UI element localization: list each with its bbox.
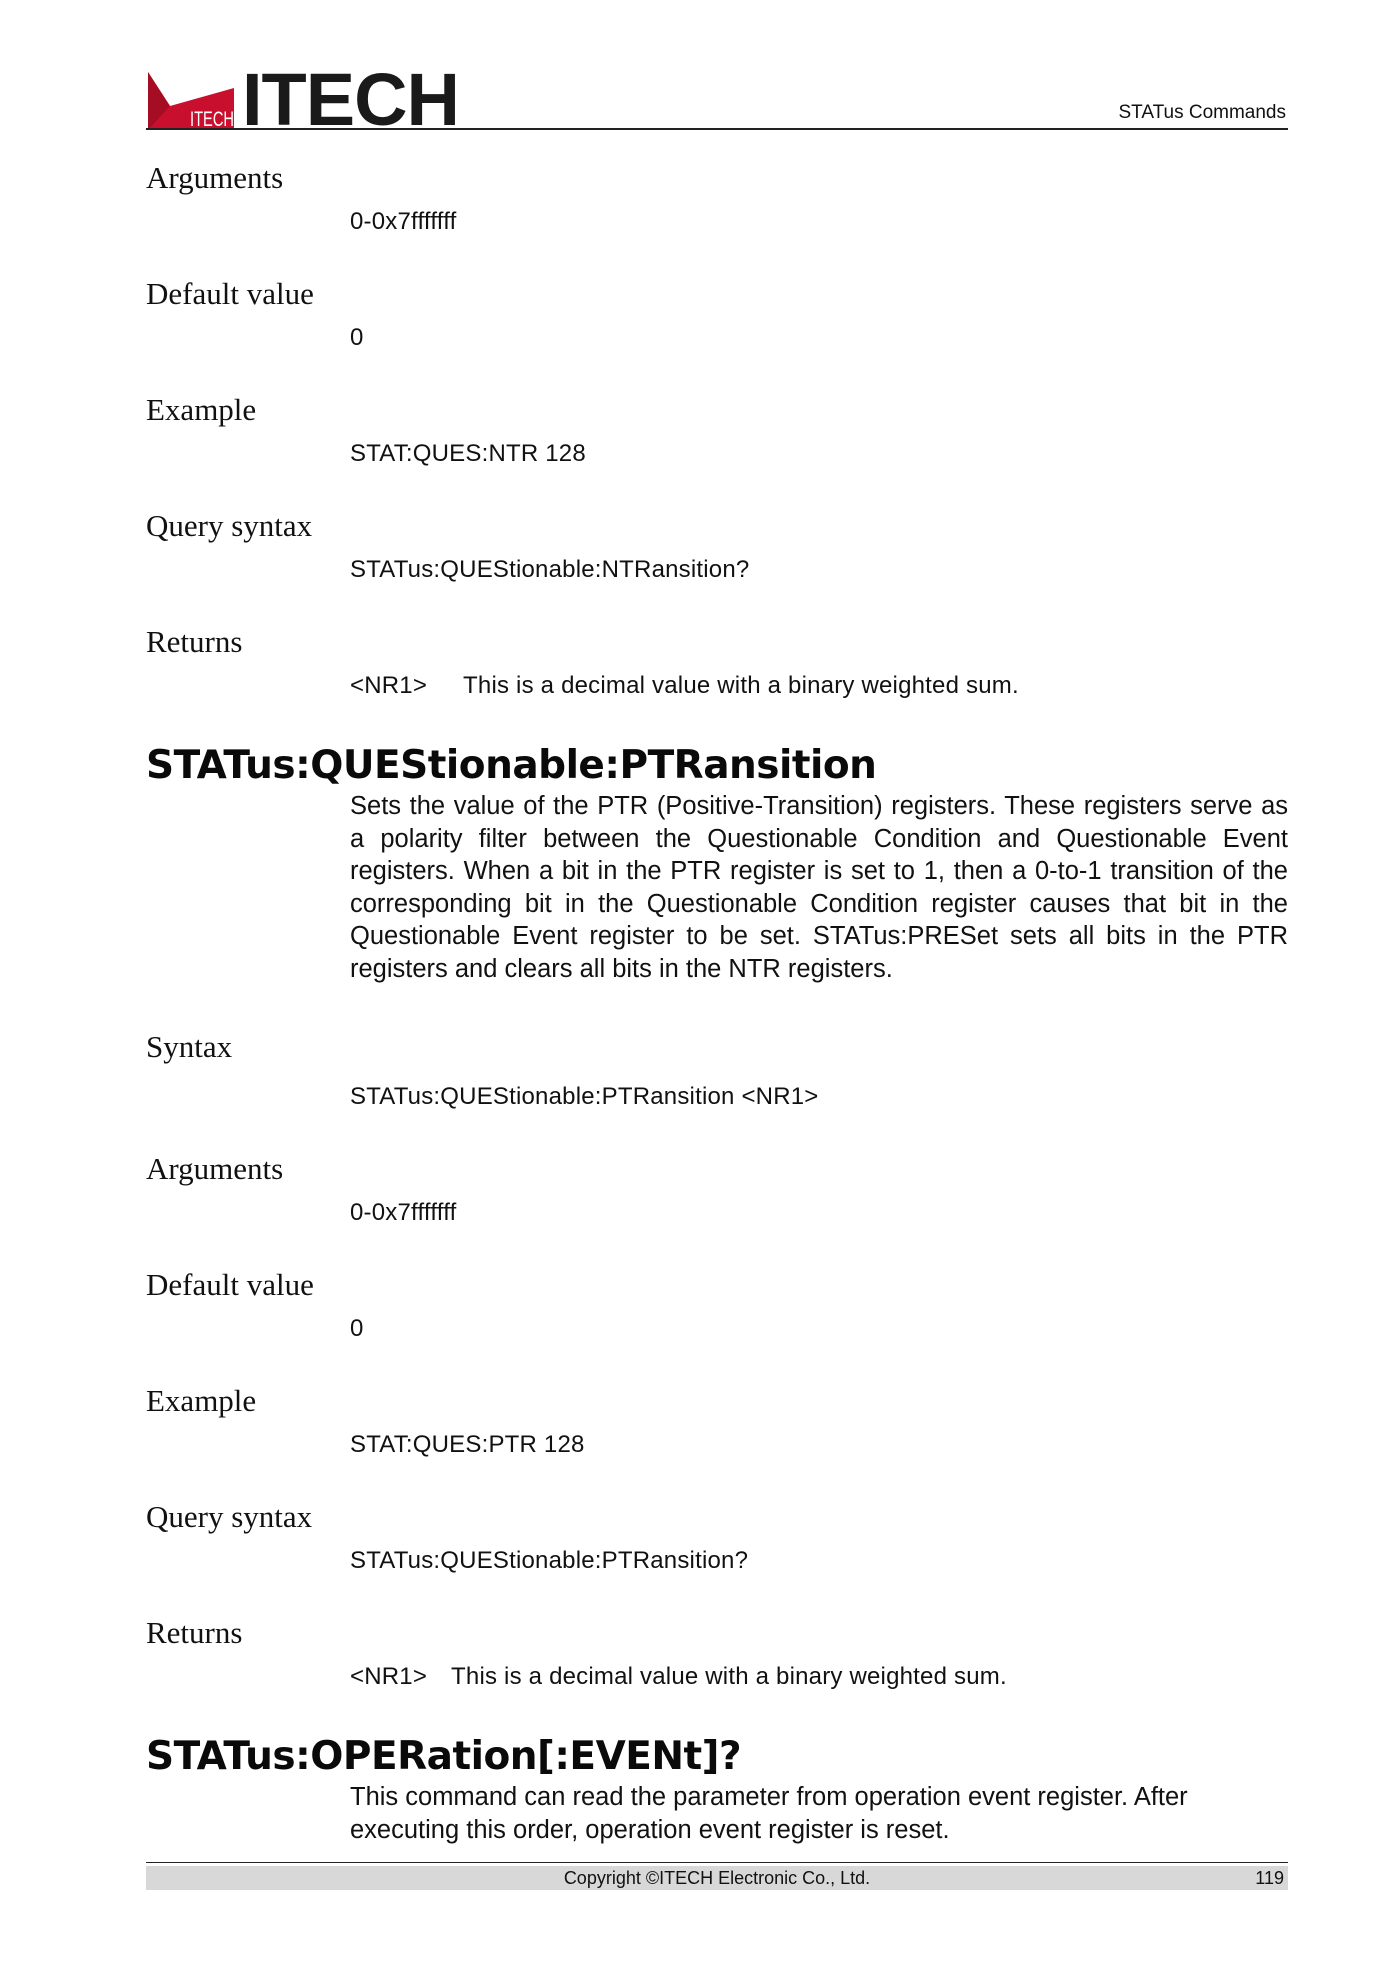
ntr-arguments (146, 160, 1288, 238)
ntr-example (146, 392, 1288, 470)
example-label: Example (146, 392, 257, 427)
ptr-section (146, 742, 1288, 985)
syntax-value: STATus:QUEStionable:PTRansition <NR1> (350, 1083, 819, 1110)
ptr-default (146, 1267, 1288, 1345)
page-content (146, 160, 1288, 1846)
ptr-heading: STATus:QUEStionable:PTRansition (146, 743, 877, 788)
returns-label: Returns (146, 1615, 243, 1650)
returns-type: <NR1> (350, 1663, 428, 1690)
footer-divider (146, 1862, 1288, 1863)
ntr-query (146, 508, 1288, 586)
page-number: 119 (1255, 1868, 1284, 1888)
logo-wordmark: ITECH (242, 58, 459, 141)
ptr-arguments (146, 1151, 1288, 1229)
returns-row (350, 670, 1288, 702)
ntr-returns (146, 624, 1288, 702)
returns-description: This is a decimal value with a binary weighted sum. (451, 1663, 1007, 1690)
oper-section (146, 1733, 1288, 1846)
default-label: Default value (146, 276, 314, 311)
ptr-syntax (146, 1029, 1288, 1113)
query-syntax-label: Query syntax (146, 508, 313, 543)
query-syntax-value: STATus:QUEStionable:NTRansition? (350, 556, 750, 583)
arguments-label: Arguments (146, 160, 284, 195)
default-value: 0 (350, 324, 364, 351)
query-syntax-label: Query syntax (146, 1499, 313, 1534)
itech-logo (148, 58, 459, 141)
syntax-label: Syntax (146, 1029, 233, 1064)
page-footer (146, 1866, 1288, 1890)
ntr-default (146, 276, 1288, 354)
ptr-example (146, 1383, 1288, 1461)
footer-copyright: Copyright ©ITECH Electronic Co., Ltd. (563, 1868, 871, 1888)
returns-label: Returns (146, 624, 243, 659)
arguments-value: 0-0x7fffffff (350, 1199, 457, 1226)
oper-description: This command can read the parameter from operation event register. After executing this order, operation event register is reset. (350, 1783, 1188, 1844)
logo-small-text: ITECH (190, 108, 234, 131)
default-value: 0 (350, 1315, 364, 1342)
header-divider (146, 128, 1288, 130)
example-label: Example (146, 1383, 257, 1418)
itech-logo-mark-icon (148, 72, 234, 130)
arguments-value: 0-0x7fffffff (350, 208, 457, 235)
ptr-query (146, 1499, 1288, 1577)
example-value: STAT:QUES:PTR 128 (350, 1431, 585, 1458)
header-section-title: STATus Commands (1118, 102, 1286, 123)
example-value: STAT:QUES:NTR 128 (350, 440, 586, 467)
returns-description: This is a decimal value with a binary weighted sum. (463, 672, 1019, 699)
returns-row (350, 1661, 1288, 1693)
query-syntax-value: STATus:QUEStionable:PTRansition? (350, 1547, 749, 1574)
arguments-label: Arguments (146, 1151, 284, 1186)
oper-heading: STATus:OPERation[:EVENt]? (146, 1734, 742, 1779)
returns-type: <NR1> (350, 672, 428, 699)
ptr-description: Sets the value of the PTR (Positive-Transition) registers. These registers serve as a polarity filter between the Questionable Condition and Questionable Event registers. When a bit in the PTR register is set to 1, then a 0-to-1 transition of the corresponding bit in the Questionable Condition register causes that bit in the Questionable Event register to be set. STATus:PRESet sets all bits in the PTR registers and clears all bits in the NTR registers. (350, 792, 1288, 983)
default-label: Default value (146, 1267, 314, 1302)
ptr-returns (146, 1615, 1288, 1693)
page-header (146, 58, 1288, 141)
